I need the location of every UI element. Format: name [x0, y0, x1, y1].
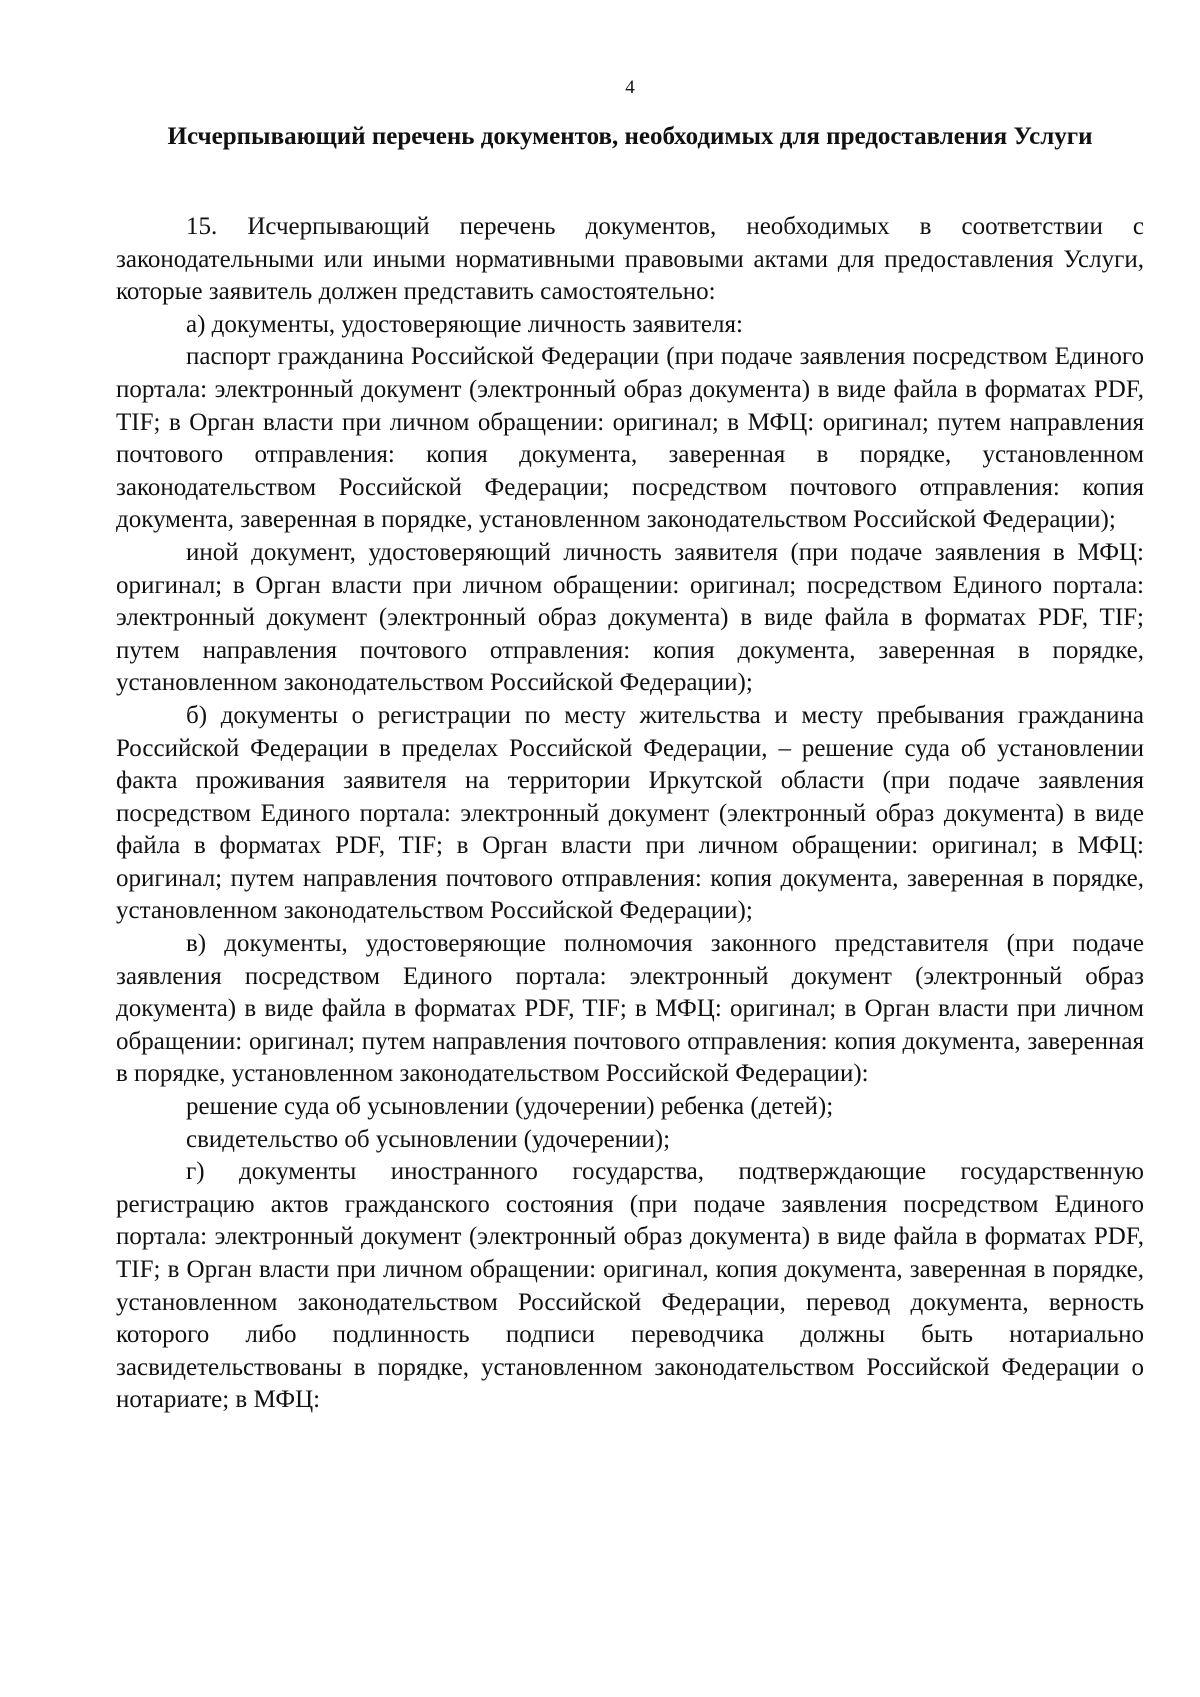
section-heading: Исчерпывающий перечень документов, необходимых для предоставления Услуги	[167, 123, 1093, 150]
paragraph-adoption-certificate: свидетельство об усыновлении (удочерении);	[186, 1125, 671, 1153]
paragraph-other-id: иной документ, удостоверяющий личность заявителя (при подаче заявления в МФЦ: оригинал; в Орган власти при личном обращении: оригинал; посредством Единого портала: электронный документ (электронный образ документа) в виде файла в форматах PDF, TIF; путем направления почтового отправления: копия документа, заверенная в порядке, установленном законодательством Российской Федерации);	[116, 538, 1144, 697]
paragraph-b: б) документы о регистрации по месту жительства и месту пребывания гражданина Российской Федерации в пределах Российской Федерации, – решение суда об установлении факта проживания заявителя на территории Иркутской области (при подаче заявления посредством Единого портала: электронный документ (электронный образ документа) в виде файла в форматах PDF, TIF; в Орган власти при личном обращении: оригинал; в МФЦ: оригинал; путем направления почтового отправления: копия документа, заверенная в порядке, установленном законодательством Российской Федерации);	[116, 701, 1144, 925]
page-number: 4	[625, 77, 635, 98]
paragraph-court-decision: решение суда об усыновлении (удочерении) ребенка (детей);	[186, 1093, 834, 1121]
paragraph-v: в) документы, удостоверяющие полномочия законного представителя (при подаче заявления посредством Единого портала: электронный документ (электронный образ документа) в виде файла в форматах PDF, TIF; в МФЦ: оригинал; в Орган власти при личном обращении: оригинал; путем направления почтового отправления: копия документа, заверенная в порядке, установленном законодательством Российской Федерации):	[116, 930, 1144, 1088]
paragraph-a: а) документы, удостоверяющие личность заявителя:	[186, 310, 743, 338]
document-body	[116, 211, 1144, 1417]
paragraph-g: г) документы иностранного государства, подтверждающие государственную регистрацию актов гражданского состояния (при подаче заявления посредством Единого портала: электронный документ (электронный образ документа) в виде файла в форматах PDF, TIF; в Орган власти при личном обращении: оригинал, копия документа, заверенная в порядке, установленном законодательством Российской Федерации, перевод документа, верность которого либо подлинность подписи переводчика должны быть нотариально засвидетельствованы в порядке, установленном законодательством Российской Федерации о нотариате; в МФЦ:	[116, 1158, 1144, 1414]
paragraph-15: 15. Исчерпывающий перечень документов, необходимых в соответствии с законодательными или иными нормативными правовыми актами для предоставления Услуги, которые заявитель должен представить самостоятельно:	[116, 213, 1144, 306]
paragraph-passport: паспорт гражданина Российской Федерации (при подаче заявления посредством Единого портала: электронный документ (электронный образ документа) в виде файла в форматах PDF, TIF; в Орган власти при личном обращении: оригинал; в МФЦ: оригинал; путем направления почтового отправления: копия документа, заверенная в порядке, установленном законодательством Российской Федерации; посредством почтового отправления: копия документа, заверенная в порядке, установленном законодательством Российской Федерации);	[116, 343, 1144, 534]
document-page	[116, 0, 1144, 1697]
